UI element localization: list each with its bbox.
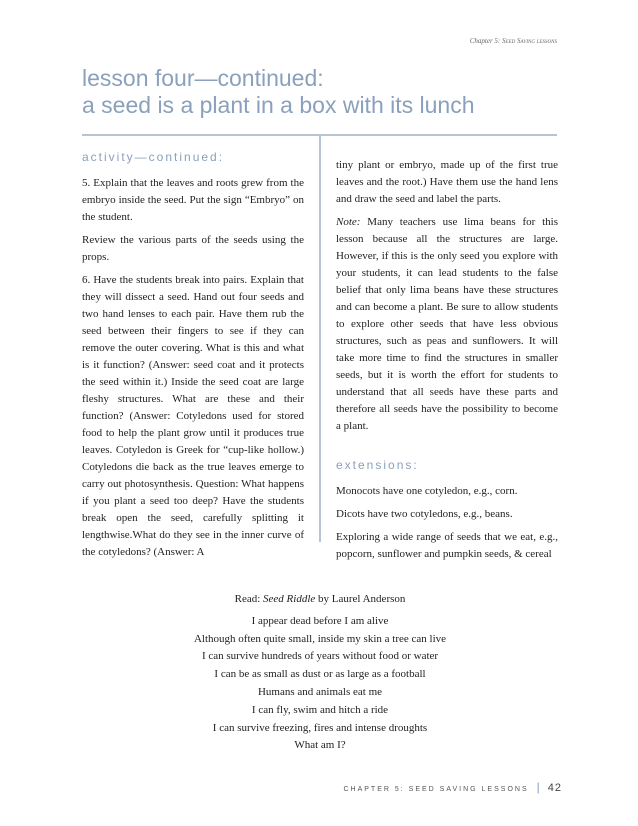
poem-title: Seed Riddle [263,593,316,605]
paragraph-step-5: 5. Explain that the leaves and roots grew from the embryo inside the seed. Put the sign “Embryo” on the student. [82,177,304,223]
paragraph-continued: tiny plant or embryo, made up of the first true leaves and the root.) Have them use the hand lens and draw the seed and label the parts. [336,159,558,205]
extension-item: Exploring a wide range of seeds that we eat, e.g., popcorn, sunflower and pumpkin seeds, & cereal [336,531,558,560]
note-text: Many teachers use lima beans for this lesson because all the structures are large. However, if this is the only seed you explore with your students, it can lead students to the false belief that only lima beans have these structures and can become a plant. Be sure to allow students to explore other seeds that have less obvious structures, such as peas and sunflowers. It will take more time to find the structures in smaller seeds, but it is worth the effort for students to understand that all seeds have these parts and therefore all seeds have the possibility to become a plant. [336,216,558,432]
extension-item: Dicots have two cotyledons, e.g., beans. [336,508,513,520]
right-column [336,157,558,569]
footer-separator: | [536,780,542,794]
page-title-line-2: a seed is a plant in a box with its lunch [82,92,475,118]
note-paragraph [336,214,558,435]
footer-chapter: CHAPTER 5: SEED SAVING LESSONS [343,786,529,793]
poem-line: I appear dead before I am alive [251,614,389,627]
poem-author: by Laurel Anderson [315,593,406,605]
poem-line: I can fly, swim and hitch a ride [251,703,389,716]
running-head [470,37,557,45]
activity-heading: activity—continued: [82,150,225,164]
paragraph-review: Review the various parts of the seeds using the props. [82,234,304,263]
page-title [82,65,562,119]
paragraph-step-6: 6. Have the students break into pairs. Explain that they will dissect a seed. Hand out four seeds and two hand lenses to each pair. Have them rub the seed between their fingers to see if they can remove the outer covering. What is this and what is it function? (Answer: seed coat and it protects the seed within it.) Inside the seed coat are large fleshy structures. What are these and their function? (Answer: Cotyledons used for stored food to help the plant grow until it produces true leaves. Cotyledon is Greek for “cup-like hollow.) Cotyledons die back as the true leaves emerge to carry out photosynthesis. Question: What happens if you plant a seed too deep? Have the students break open the seed, carefully splitting it lengthwise.What do they see in the inner curve of the cotyledons? (Answer: A [82,274,304,558]
poem-read-prefix: Read: [234,593,264,605]
poem-header [80,591,560,609]
poem-line: I can survive hundreds of years without food or water [201,650,439,663]
page-title-line-1: lesson four—continued: [82,65,324,91]
poem-line: Although often quite small, inside my skin a tree can live [193,632,447,645]
poem-line: I can be as small as dust or as large as a football [214,668,426,681]
column-divider [319,136,321,542]
left-column [82,149,304,567]
running-head-text: Seed Saving lessons [502,37,557,45]
poem-line: What am I? [294,739,346,752]
extension-item: Monocots have one cotyledon, e.g., corn. [336,485,518,497]
poem-line: Humans and animals eat me [257,685,383,698]
note-label: Note: [336,216,361,228]
poem-block [80,591,560,755]
running-head-prefix: Chapter 5: [469,37,501,45]
page-footer [300,780,562,794]
extensions-heading: extensions: [336,458,419,472]
poem-line: I can survive freezing, fires and intense droughts [212,721,428,734]
page-number: 42 [547,782,562,794]
